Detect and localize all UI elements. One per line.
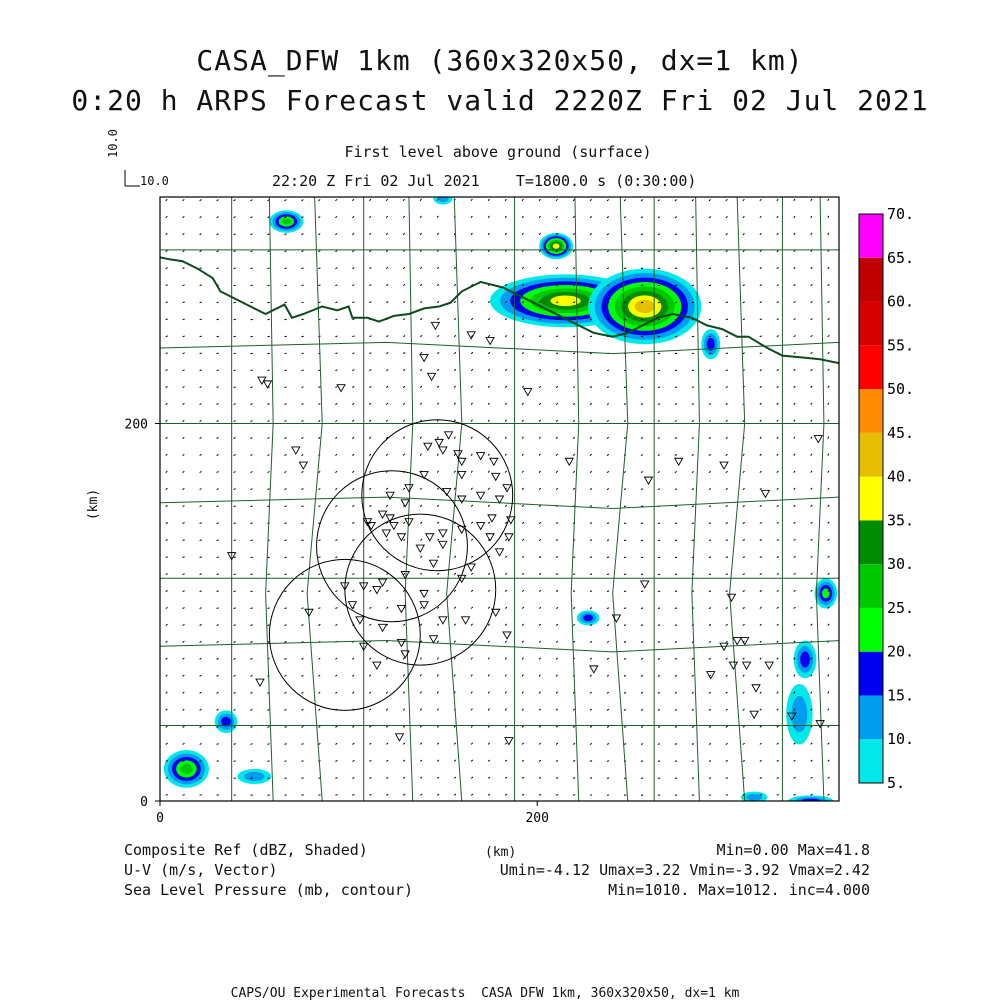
reflectivity-cell [553,243,560,248]
station-marker [496,496,504,503]
colorbar-segment [859,652,883,696]
colorbar-segment [859,520,883,564]
station-marker [435,439,443,446]
county-boundaries [160,197,839,801]
colorbar-segment [859,608,883,652]
reflectivity-cell [583,615,593,621]
plot-title-line1: CASA_DFW 1km (360x320x50, dx=1 km) [196,44,804,77]
station-marker [439,530,447,537]
station-marker [741,638,749,645]
county-line [816,197,824,801]
station-marker [458,496,466,503]
colorbar-segment [859,302,883,346]
station-marker [424,443,432,450]
colorbar-label: 70. [887,205,915,223]
station-marker [426,534,434,541]
colorbar-segment [859,695,883,739]
colorbar-segment [859,564,883,608]
station-marker [486,534,494,541]
station-marker [256,679,264,686]
station-marker [503,485,511,492]
footer-credit: CAPS/OU Experimental Forecasts CASA DFW 1km, 360x320x50, dx=1 km [230,986,740,1001]
radar-range-rings [269,420,512,711]
colorbar-label: 55. [887,336,915,355]
station-marker [439,617,447,624]
colorbar-label: 35. [887,511,915,530]
station-marker [761,490,769,497]
x-tick-label: 200 [525,811,549,826]
station-marker [750,711,758,718]
station-marker [401,572,409,579]
station-marker [477,453,485,460]
station-marker [467,564,475,571]
vector-reference-horizontal: 10.0 [140,174,169,188]
y-tick-label: 0 [140,795,148,810]
colorbar-label: 5. [887,774,906,792]
station-marker [727,594,735,601]
reflectivity-cell [550,296,580,307]
reflectivity-cell [800,651,810,667]
station-marker [490,458,498,465]
station-marker [486,337,494,344]
colorbar-segment [859,433,883,477]
reflectivity-cell [282,218,291,224]
station-marker [373,587,381,594]
legend-stats-wind: Umin=-4.12 Umax=3.22 Vmin=-3.92 Vmax=2.42 [499,861,870,879]
station-marker [386,515,394,522]
station-marker [396,734,404,741]
radar-range-ring [317,471,468,622]
station-marker [439,447,447,454]
station-marker [379,624,387,631]
colorbar-label: 60. [887,292,915,311]
station-marker [299,462,307,469]
valid-time-subtitle: 22:20 Z Fri 02 Jul 2021 T=1800.0 s (0:30:00) [272,172,697,190]
colorbar-segment [859,258,883,302]
station-marker [814,436,822,443]
reflectivity-cell [822,588,830,598]
station-marker [496,549,504,556]
colorbar-label: 25. [887,598,915,617]
county-line [160,641,839,652]
colorbar-segment [859,345,883,389]
reflectivity-colorbar [859,205,914,792]
station-marker [431,322,439,329]
station-marker [675,458,683,465]
reflectivity-cell [635,300,655,313]
station-marker [401,500,409,507]
station-marker [379,511,387,518]
station-marker [645,477,653,484]
station-marker [429,636,437,643]
y-tick-label: 200 [124,417,148,433]
colorbar-segment [859,389,883,433]
station-marker [397,639,405,646]
colorbar-label: 45. [887,423,915,442]
station-marker [729,662,737,669]
station-marker [348,602,356,609]
station-marker [733,638,741,645]
station-marker [416,545,424,552]
level-subtitle: First level above ground (surface) [344,143,652,161]
county-line [405,197,413,801]
station-marker [292,447,300,454]
legend-field-pressure: Sea Level Pressure (mb, contour) [124,881,413,899]
station-marker [590,666,598,673]
station-marker [439,541,447,548]
station-marker [462,617,470,624]
colorbar-label: 30. [887,555,915,574]
station-marker [390,522,398,529]
colorbar-label: 20. [887,642,915,661]
legend-field-wind: U-V (m/s, Vector) [124,861,278,879]
reflectivity-cell [180,764,192,774]
station-marker [382,530,390,537]
station-marker [397,605,405,612]
plot-title-line2: 0:20 h ARPS Forecast valid 2220Z Fri 02 Jul 2021 [71,84,929,117]
station-marker [524,388,532,395]
colorbar-label: 50. [887,380,915,399]
station-marker [467,332,475,339]
station-marker [477,492,485,499]
wind-vectors [166,199,830,795]
reflectivity-cell [244,772,264,781]
colorbar-label: 40. [887,467,915,486]
x-axis-label: (km) [485,845,517,860]
station-marker [373,662,381,669]
station-marker [337,385,345,392]
station-marker [458,526,466,533]
station-marker [405,485,413,492]
station-marker [420,590,428,597]
colorbar-label: 65. [887,248,915,267]
station-marker [445,432,453,439]
station-marker [565,458,573,465]
x-tick-label: 0 [156,811,164,826]
county-line [160,342,839,353]
station-marker [488,515,496,522]
vector-reference-vertical: 10.0 [106,129,120,158]
y-axis-label: (km) [86,488,102,521]
colorbar-label: 10. [887,730,915,749]
station-marker [477,522,485,529]
station-marker [816,721,824,728]
station-marker [379,579,387,586]
legend-stats-pressure: Min=1010. Max=1012. inc=4.000 [608,881,870,899]
colorbar-label: 15. [887,686,915,705]
station-marker [492,473,500,480]
station-marker [765,662,773,669]
station-marker [641,581,649,588]
colorbar-segment [859,214,883,258]
station-marker [612,615,620,622]
station-marker [743,662,751,669]
station-marker [386,492,394,499]
station-marker [356,617,364,624]
station-marker [707,672,715,679]
station-marker [428,373,436,380]
station-marker [752,685,760,692]
colorbar-segment [859,477,883,521]
station-marker [503,632,511,639]
station-marker [720,462,728,469]
colorbar-segment [859,739,883,783]
vector-reference-arrow [125,170,140,186]
station-marker [458,471,466,478]
legend-field-reflectivity: Composite Ref (dBZ, Shaded) [124,841,368,859]
county-line [266,197,274,801]
county-line [730,197,745,801]
legend-stats-reflectivity: Min=0.00 Max=41.8 [716,841,870,859]
station-marker [429,560,437,567]
station-marker [420,354,428,361]
wind-vector-field [166,199,830,795]
station-marker [264,381,272,388]
